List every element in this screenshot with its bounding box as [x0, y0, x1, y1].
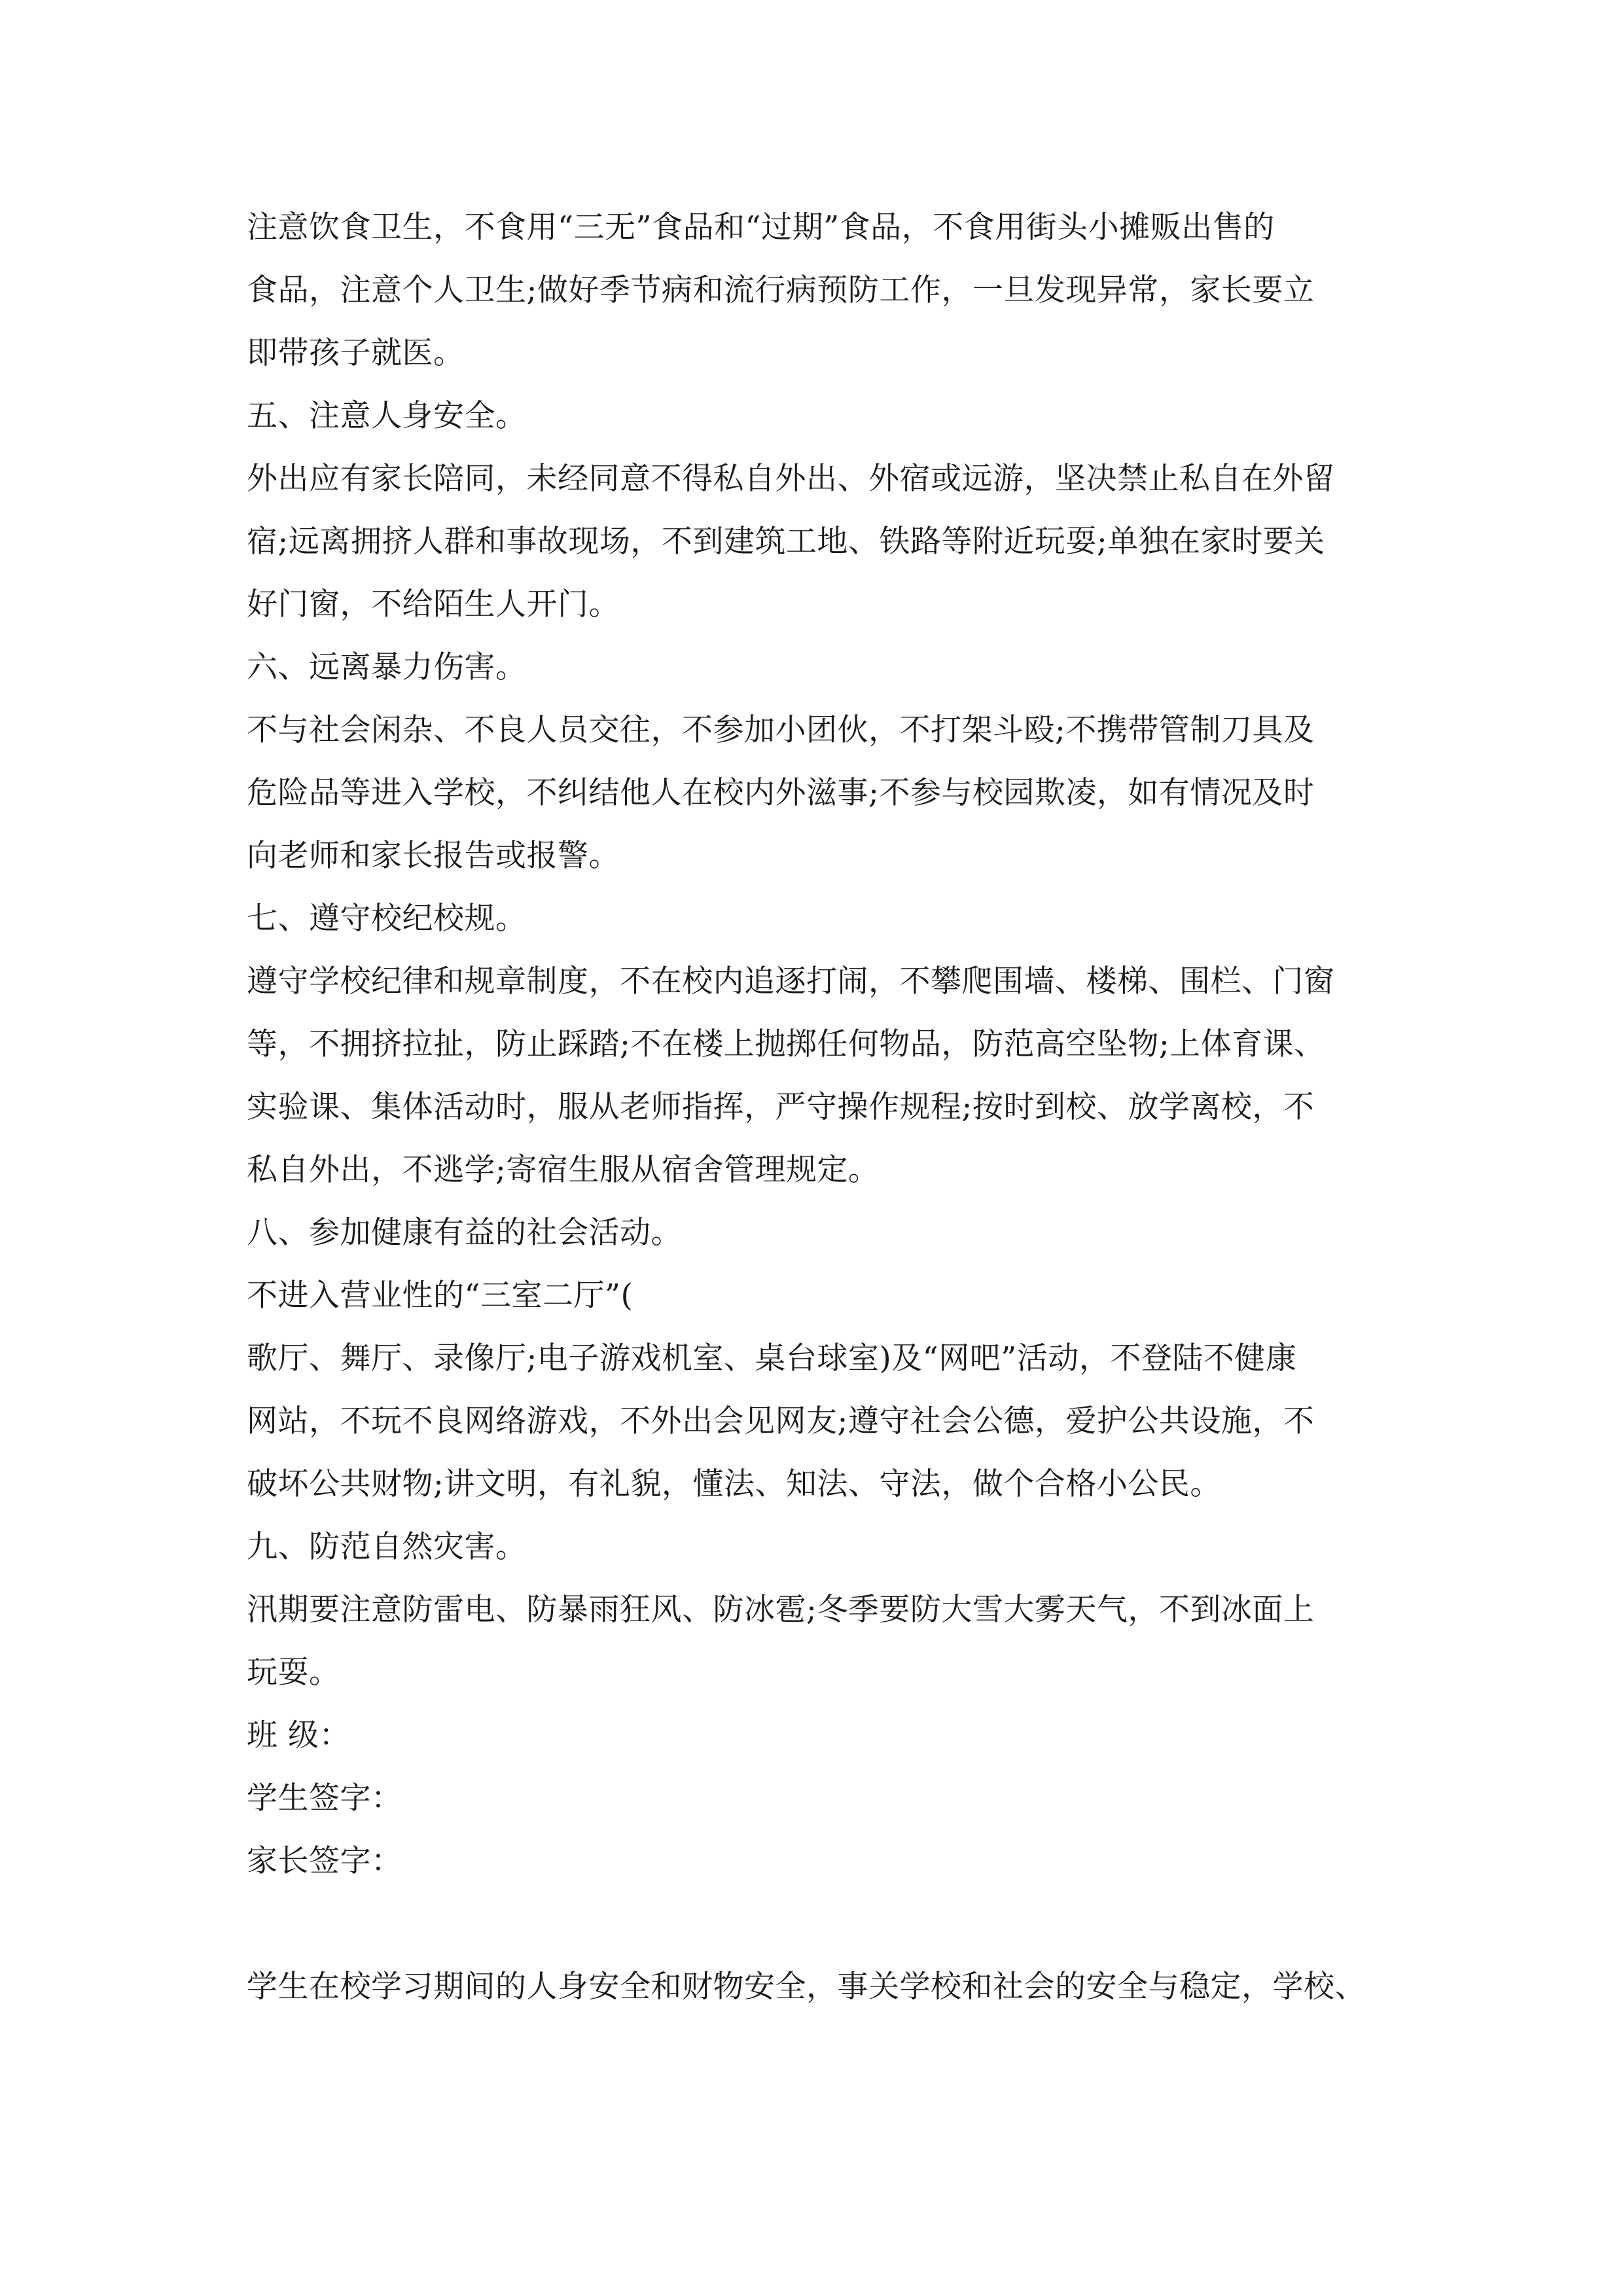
text-line: 玩耍。 [247, 1655, 340, 1691]
text-line: 私自外出，不逃学;寄宿生服从宿舍管理规定。 [247, 1152, 880, 1188]
student-signature-label: 学生签字： [247, 1780, 402, 1816]
text-line: 危险品等进入学校，不纠结他人在校内外滋事;不参与校园欺凌，如有情况及时 [247, 775, 1315, 811]
document-body [247, 196, 1399, 2018]
section-heading: 九、防范自然灾害。 [247, 1529, 527, 1565]
section-heading: 六、远离暴力伤害。 [247, 649, 527, 685]
text-line: 外出应有家长陪同，未经同意不得私自外出、外宿或远游，坚决禁止私自在外留 [247, 461, 1335, 497]
text-line: 好门窗，不给陌生人开门。 [247, 586, 620, 622]
section-heading: 七、遵守校纪校规。 [247, 901, 527, 937]
text-line: 实验课、集体活动时，服从老师指挥，严守操作规程;按时到校、放学离校，不 [247, 1089, 1315, 1125]
text-line: 向老师和家长报告或报警。 [247, 838, 620, 874]
text-line: 网站，不玩不良网络游戏，不外出会见网友;遵守社会公德，爱护公共设施，不 [247, 1403, 1315, 1439]
text-line: 即带孩子就医。 [247, 335, 465, 371]
class-field-label: 班 级： [247, 1717, 350, 1753]
section-heading: 五、注意人身安全。 [247, 398, 527, 434]
text-line: 不与社会闲杂、不良人员交往，不参加小团伙，不打架斗殴;不携带管制刀具及 [247, 712, 1315, 748]
section-heading: 八、参加健康有益的社会活动。 [247, 1215, 682, 1251]
text-line: 宿;远离拥挤人群和事故现场，不到建筑工地、铁路等附近玩耍;单独在家时要关 [247, 524, 1325, 560]
paragraph-gap [247, 1893, 1399, 1956]
text-line: 食品，注意个人卫生;做好季节病和流行病预防工作，一旦发现异常，家长要立 [247, 272, 1315, 308]
text-line: 汛期要注意防雷电、防暴雨狂风、防冰雹;冬季要防大雪大雾天气，不到冰面上 [247, 1592, 1315, 1628]
text-line: 学生在校学习期间的人身安全和财物安全，事关学校和社会的安全与稳定，学校、 [247, 1969, 1366, 2005]
text-line: 注意饮食卫生，不食用“三无”食品和“过期”食品，不食用街头小摊贩出售的 [247, 209, 1275, 245]
text-line: 等，不拥挤拉扯，防止踩踏;不在楼上抛掷任何物品，防范高空坠物;上体育课、 [247, 1026, 1325, 1062]
text-line: 遵守学校纪律和规章制度，不在校内追逐打闹，不攀爬围墙、楼梯、围栏、门窗 [247, 963, 1335, 999]
parent-signature-label: 家长签字： [247, 1843, 402, 1879]
text-line: 不进入营业性的“三室二厅”( [247, 1278, 633, 1314]
text-line: 破坏公共财物;讲文明，有礼貌，懂法、知法、守法，做个合格小公民。 [247, 1466, 1221, 1502]
text-line: 歌厅、舞厅、录像厅;电子游戏机室、桌台球室)及“网吧”活动，不登陆不健康 [247, 1340, 1297, 1376]
